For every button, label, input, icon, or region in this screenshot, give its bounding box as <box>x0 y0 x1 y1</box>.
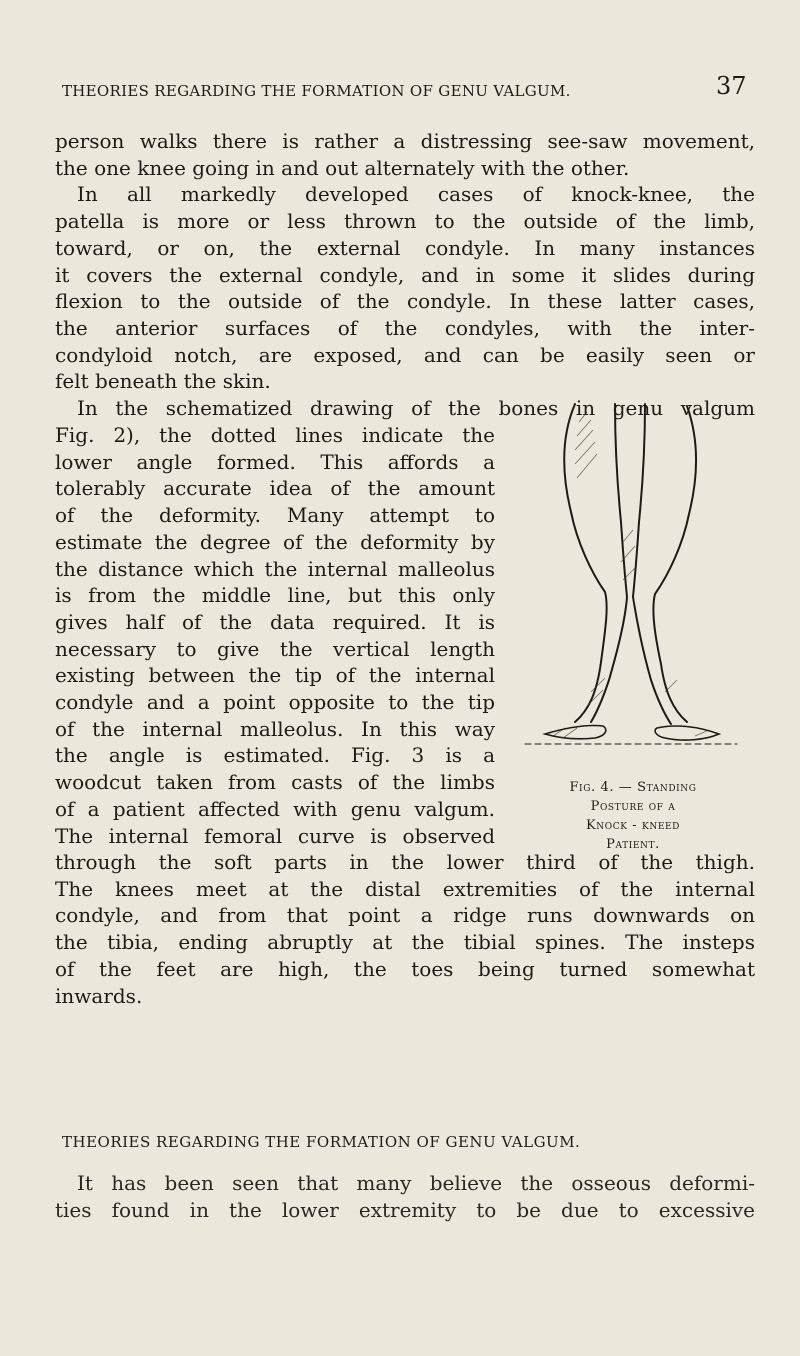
text-line: condyle and a point opposite to the tip <box>55 690 495 715</box>
paragraph-end <box>55 849 755 1009</box>
text-line: it covers the external condyle, and in some it slides during <box>55 262 755 287</box>
text-line: of the internal malleolus. In this way <box>55 716 495 741</box>
text-line: of the deformity. Many attempt to <box>55 503 495 528</box>
text-line: of a patient affected with genu valgum. <box>55 796 495 821</box>
text-line: estimate the degree of the deformity by <box>55 529 495 554</box>
running-head: THEORIES REGARDING THE FORMATION OF GENU VALGUM. <box>62 82 571 100</box>
text-line: condyle, and from that point a ridge runs downwards on <box>55 903 755 928</box>
text-line: the tibia, ending abruptly at the tibial spines. The insteps <box>55 930 755 955</box>
text-line: ties found in the lower extremity to be due to excessive <box>55 1197 755 1222</box>
caption-line: Patient. <box>606 837 660 852</box>
text-line: existing between the tip of the internal <box>55 663 495 688</box>
text-line: inwards. <box>55 983 143 1008</box>
page-number: 37 <box>716 72 747 100</box>
text-line: is from the middle line, but this only <box>55 583 495 608</box>
text-line: of the feet are high, the toes being turned somewhat <box>55 956 755 981</box>
section-paragraph <box>55 1170 755 1223</box>
text-line: condyloid notch, are exposed, and can be easily seen or <box>55 342 755 367</box>
text-line: gives half of the data required. It is <box>55 609 495 634</box>
text-line: patella is more or less thrown to the outside of the limb, <box>55 209 755 234</box>
text-line: The internal femoral curve is observed <box>55 823 495 848</box>
wrapped-paragraph <box>55 422 495 849</box>
text-line: In all markedly developed cases of knock-knee, the <box>77 182 755 207</box>
paragraph-continued <box>55 128 755 422</box>
text-line: necessary to give the vertical length <box>55 636 495 661</box>
text-line: The knees meet at the distal extremities of the internal <box>55 876 755 901</box>
text-line: the angle is estimated. Fig. 3 is a <box>55 743 495 768</box>
caption-line: Knock - kneed <box>586 818 680 833</box>
text-line: toward, or on, the external condyle. In many instances <box>55 235 755 260</box>
caption-line: Fig. 4. — Standing <box>569 780 697 795</box>
text-line: the distance which the internal malleolus <box>55 556 495 581</box>
knock-knee-figure <box>505 392 755 767</box>
text-line: person walks there is rather a distressing see-saw movement, <box>55 129 755 153</box>
text-line: the anterior surfaces of the condyles, with the inter- <box>55 315 755 340</box>
caption-line: Posture of a <box>590 799 676 814</box>
text-line: It has been seen that many believe the osseous deformi- <box>77 1171 755 1195</box>
text-line: the one knee going in and out alternately with the other. <box>55 155 630 180</box>
legs-illustration <box>505 392 755 767</box>
text-line: tolerably accurate idea of the amount <box>55 476 495 501</box>
figure-caption <box>508 778 758 854</box>
text-line: In the schematized drawing of the bones in genu valgum <box>77 396 755 421</box>
text-line: lower angle formed. This affords a <box>55 449 495 474</box>
section-heading: THEORIES REGARDING THE FORMATION OF GENU VALGUM. <box>62 1133 581 1151</box>
text-line: Fig. 2), the dotted lines indicate the <box>55 423 495 447</box>
text-line: flexion to the outside of the condyle. In these latter cases, <box>55 289 755 314</box>
text-line: felt beneath the skin. <box>55 369 271 394</box>
text-line: through the soft parts in the lower third of the thigh. <box>55 850 755 874</box>
text-line: woodcut taken from casts of the limbs <box>55 770 495 795</box>
